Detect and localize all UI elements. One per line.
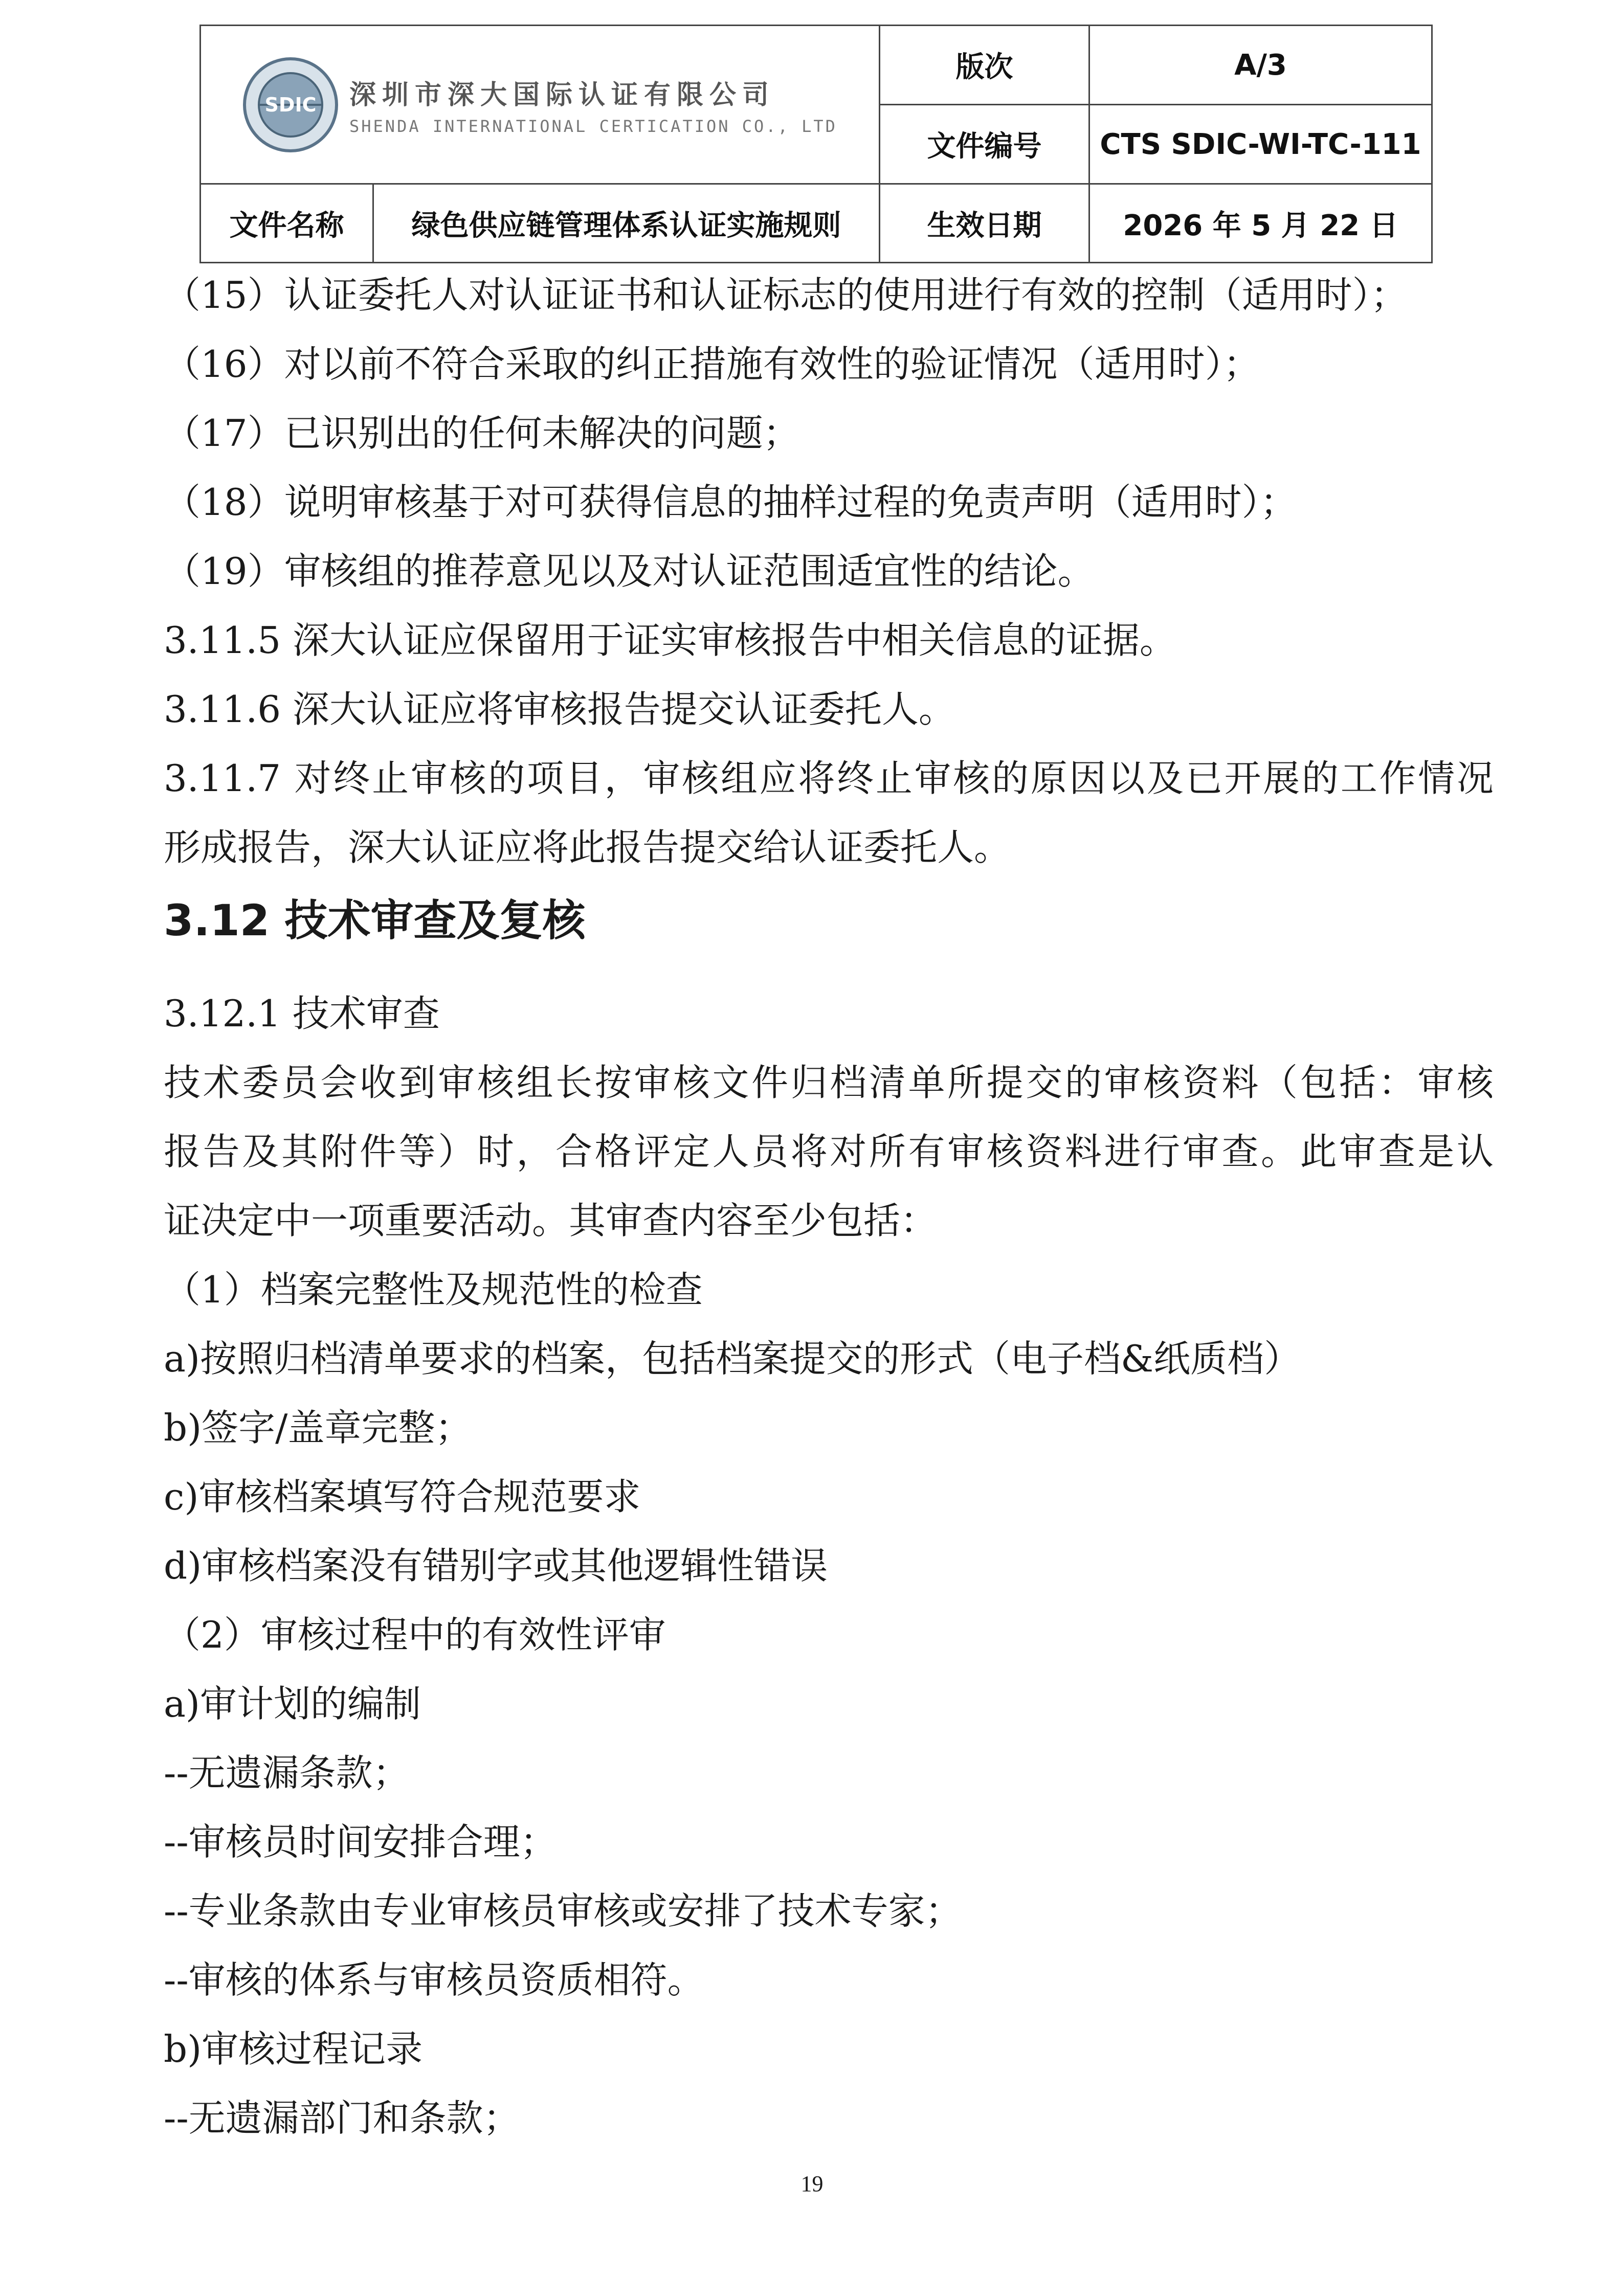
list-item-17: （17）已识别出的任何未解决的问题； [164,412,800,455]
item-2-a-3: --专业条款由专业审核员审核或安排了技术专家； [164,1889,962,1932]
company-name-en: SHENDA INTERNATIONAL CERTICATION CO., LTD [349,117,837,136]
clause-3-11-7-line1: 3.11.7 对终止审核的项目，审核组应将终止审核的原因以及已开展的工作情况 [164,757,1494,800]
doc-number-label: 文件编号 [880,105,1089,184]
logo-text: SDIC [264,93,317,116]
item-1-heading: （1）档案完整性及规范性的检查 [164,1268,703,1311]
company-logo-icon [242,56,339,153]
paragraph-line-1: 技术委员会收到审核组长按审核文件归档清单所提交的审核资料（包括：审核 [164,1061,1494,1104]
company-logo-cell [201,26,880,184]
item-2-a-2: --审核员时间安排合理； [164,1820,557,1863]
item-2-b-1: --无遗漏部门和条款； [164,2097,520,2140]
section-heading-3-12: 3.12 技术审查及复核 [164,895,586,946]
doc-name-label: 文件名称 [201,184,373,263]
item-2-a-4: --审核的体系与审核员资质相符。 [164,1959,704,2001]
doc-name-value: 绿色供应链管理体系认证实施规则 [373,184,880,263]
subsection-heading-3-12-1: 3.12.1 技术审查 [164,992,440,1035]
company-name-cn: 深圳市深大国际认证有限公司 [349,79,775,110]
item-1-b: b)签字/盖章完整； [164,1406,472,1449]
doc-number-value: CTS SDIC-WI-TC-111 [1089,105,1432,184]
list-item-15: （15）认证委托人对认证证书和认证标志的使用进行有效的控制（适用时）； [164,274,1408,317]
clause-3-11-7-line2: 形成报告，深大认证应将此报告提交给认证委托人。 [164,826,1011,869]
paragraph-line-3: 证决定中一项重要活动。其审查内容至少包括： [164,1199,938,1242]
item-2-a-1: --无遗漏条款； [164,1751,410,1794]
item-2-a: a)审计划的编制 [164,1682,421,1725]
item-1-c: c)审核档案填写符合规范要求 [164,1475,641,1518]
paragraph-line-2: 报告及其附件等）时，合格评定人员将对所有审核资料进行审查。此审查是认 [164,1130,1494,1173]
document-body [164,261,1494,2153]
clause-3-11-5: 3.11.5 深大认证应保留用于证实审核报告中相关信息的证据。 [164,619,1176,662]
effective-date-label: 生效日期 [880,184,1089,263]
item-1-d: d)审核档案没有错别字或其他逻辑性错误 [164,1544,828,1587]
item-2-heading: （2）审核过程中的有效性评审 [164,1613,666,1656]
item-1-a: a)按照归档清单要求的档案，包括档案提交的形式（电子档&纸质档） [164,1337,1301,1380]
list-item-18: （18）说明审核基于对可获得信息的抽样过程的免责声明（适用时）； [164,481,1297,524]
list-item-19: （19）审核组的推荐意见以及对认证范围适宜性的结论。 [164,550,1095,593]
document-header [199,25,1433,263]
version-label: 版次 [880,26,1089,105]
page-number: 19 [800,2171,824,2196]
item-2-b: b)审核过程记录 [164,2028,423,2070]
list-item-16: （16）对以前不符合采取的纠正措施有效性的验证情况（适用时）； [164,343,1260,386]
effective-date-value: 2026 年 5 月 22 日 [1089,184,1432,263]
clause-3-11-6: 3.11.6 深大认证应将审核报告提交认证委托人。 [164,688,955,731]
version-value: A/3 [1089,26,1432,105]
